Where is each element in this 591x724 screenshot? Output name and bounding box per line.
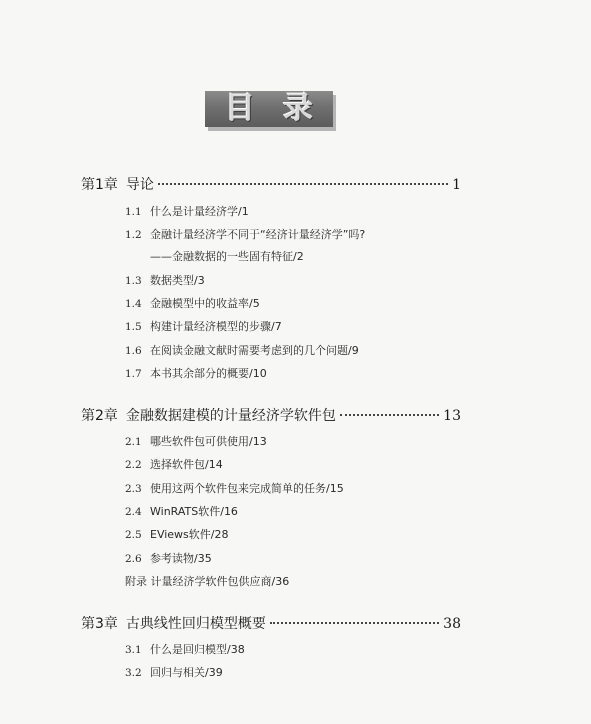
section-text: 哪些软件包可供使用/13: [150, 435, 267, 448]
toc-section[interactable]: [125, 480, 344, 496]
toc-section[interactable]: [125, 456, 223, 472]
toc-chapter-2[interactable]: [81, 405, 461, 425]
section-number: 3.2: [125, 667, 142, 679]
toc-heading: [205, 91, 333, 127]
chapter-title: 导论: [125, 177, 154, 193]
section-number: 1.4: [125, 298, 142, 310]
section-number: 2.3: [125, 483, 142, 495]
section-text: 什么是计量经济学/1: [150, 205, 249, 218]
section-text: 本书其余部分的概要/10: [150, 367, 267, 380]
toc-appendix[interactable]: 附录 计量经济学软件包供应商/36: [125, 575, 290, 588]
section-text: EViews软件/28: [150, 528, 229, 541]
section-number: 3.1: [125, 644, 142, 656]
section-number: 1.3: [125, 275, 142, 287]
section-text: 金融模型中的收益率/5: [150, 297, 260, 310]
toc-section[interactable]: [125, 526, 229, 542]
chapter-title: 古典线性回归模型概要: [125, 616, 266, 632]
chapter-number: 第3章: [81, 616, 118, 632]
chapter-page: 1: [452, 177, 461, 193]
toc-chapter-1[interactable]: [81, 174, 461, 194]
section-number: 1.1: [125, 206, 142, 218]
section-number: 2.6: [125, 553, 142, 565]
toc-section[interactable]: [125, 503, 238, 519]
section-number: 2.4: [125, 506, 142, 518]
chapter-number: 第2章: [81, 408, 118, 424]
section-number: 1.5: [125, 321, 142, 333]
dot-leader: [270, 622, 439, 624]
toc-section[interactable]: [125, 226, 365, 242]
toc-section[interactable]: [125, 272, 205, 288]
chapter-page: 13: [443, 408, 461, 424]
section-text: 在阅读金融文献时需要考虑到的几个问题/9: [150, 344, 359, 357]
section-number: 1.6: [125, 345, 142, 357]
section-text: 数据类型/3: [150, 274, 205, 287]
section-text: 构建计量经济模型的步骤/7: [150, 320, 282, 333]
chapter-page: 38: [443, 616, 461, 632]
dot-leader: [340, 414, 439, 416]
section-continuation: ——金融数据的一些固有特征/2: [150, 250, 304, 263]
toc-section[interactable]: [125, 365, 267, 381]
section-text: 参考读物/35: [150, 552, 212, 565]
toc-chapter-3[interactable]: [81, 613, 461, 633]
section-number: 1.2: [125, 229, 142, 241]
section-number: 2.2: [125, 459, 142, 471]
heading-char-1: 目: [225, 91, 255, 126]
section-text: 回归与相关/39: [150, 666, 223, 679]
heading-char-2: 录: [283, 91, 313, 126]
section-text: 什么是回归模型/38: [150, 643, 245, 656]
section-number: 1.7: [125, 368, 142, 380]
section-text: 选择软件包/14: [150, 458, 223, 471]
toc-section[interactable]: [125, 433, 267, 449]
toc-section[interactable]: [125, 203, 249, 219]
toc-section[interactable]: [125, 295, 260, 311]
toc-section[interactable]: [125, 342, 359, 358]
section-text: 金融计量经济学不同于“经济计量经济学”吗?: [150, 228, 366, 241]
toc-section[interactable]: [125, 318, 282, 334]
section-number: 2.5: [125, 529, 142, 541]
chapter-title: 金融数据建模的计量经济学软件包: [125, 408, 336, 424]
dot-leader: [158, 183, 448, 185]
chapter-number: 第1章: [81, 177, 118, 193]
toc-section[interactable]: [125, 550, 212, 566]
section-text: WinRATS软件/16: [150, 505, 238, 518]
toc-section[interactable]: [125, 664, 223, 680]
toc-section[interactable]: [125, 641, 245, 657]
section-number: 2.1: [125, 436, 142, 448]
section-text: 使用这两个软件包来完成简单的任务/15: [150, 482, 344, 495]
